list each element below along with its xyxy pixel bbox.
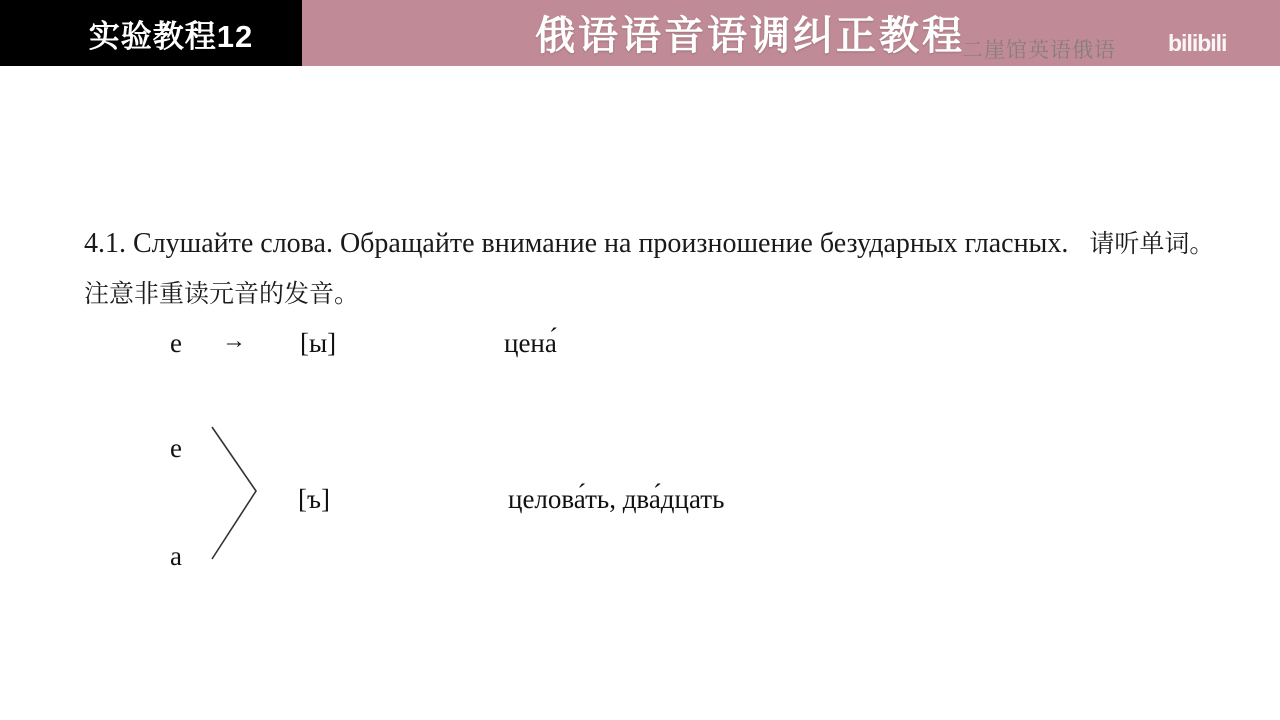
bilibili-logo: bilibili <box>1168 30 1227 56</box>
instruction-chinese: 请听单词。注意非重读元音的发音。 <box>84 229 1215 308</box>
header-bar <box>0 0 1280 66</box>
rule-2-letter-e: е <box>170 433 182 463</box>
exercise-instruction <box>84 219 1224 319</box>
arrow-icon: → <box>222 328 246 354</box>
course-title: 俄语语音语调纠正教程 <box>535 13 965 58</box>
rule-1-sound: [ы] <box>300 328 337 358</box>
header-left-black-block <box>0 0 40 66</box>
brace-icon <box>210 421 280 566</box>
slide-content <box>0 66 1280 720</box>
instruction-russian: Слушайте слова. Обращайте внимание на произношение безударных гласных. <box>133 228 1069 259</box>
rule-2-sound: [ъ] <box>298 484 330 514</box>
channel-watermark: 二崖馆英语俄语 <box>962 39 1116 62</box>
rule-1-examples: цена́ <box>504 328 557 358</box>
rule-1-letter: е <box>170 328 182 358</box>
rule-2-letter-a: а <box>170 541 182 571</box>
lesson-badge: 实验教程12 <box>40 0 302 66</box>
rule-2-examples: целова́ть, два́дцать <box>508 484 725 514</box>
exercise-number: 4.1. <box>84 228 126 259</box>
